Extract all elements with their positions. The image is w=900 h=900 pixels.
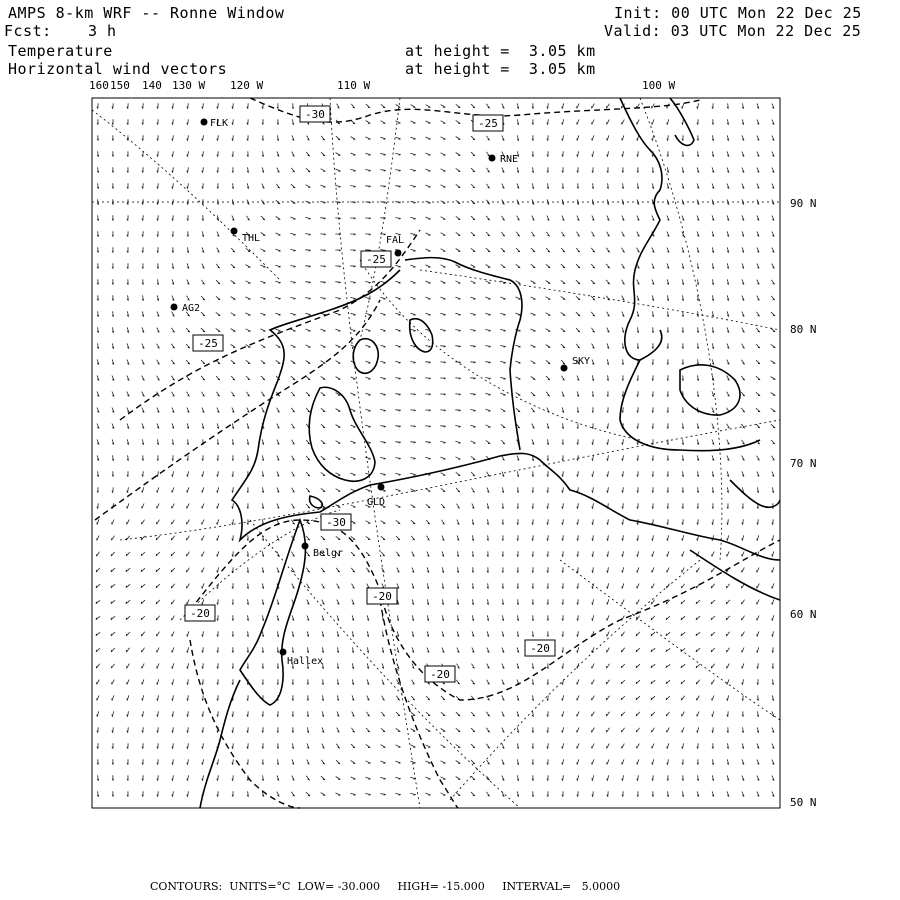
lon-label-160: 160 [89, 79, 109, 92]
station-marker-rne [489, 155, 496, 162]
contour-label: -30 [326, 516, 346, 529]
lon-label-120w: 120 W [230, 79, 264, 92]
lat-label-90n: 90 N [790, 197, 817, 210]
station-label-gld: GLD [367, 497, 386, 508]
contour-label: -20 [372, 590, 392, 603]
station-marker-belgr [302, 543, 309, 550]
lat-label-50n: 50 N [790, 796, 817, 809]
station-layer [171, 118, 591, 667]
contour-label: -25 [366, 253, 386, 266]
station-marker-gld [378, 484, 385, 491]
forecast-label: Fcst: [4, 22, 52, 40]
lon-label-150: 150 [110, 79, 130, 92]
station-marker-ag2 [171, 304, 178, 311]
lat-label-60n: 60 N [790, 608, 817, 621]
contour-label: -25 [198, 337, 218, 350]
station-label-sky: SKY [572, 356, 591, 367]
lon-label-140: 140 [142, 79, 162, 92]
field-height-wind: at height = 3.05 km [405, 60, 596, 78]
temperature-contours [95, 98, 780, 808]
station-label-ag2: AG2 [182, 303, 201, 314]
station-label-thl: THL [242, 233, 261, 244]
lon-label-100w: 100 W [642, 79, 676, 92]
station-label-rne: RNE [500, 154, 519, 165]
station-marker-sky [561, 365, 568, 372]
field-name-wind: Horizontal wind vectors [8, 60, 228, 78]
contour-legend: CONTOURS: UNITS=°C LOW= -30.000 HIGH= -15.000 INTERVAL= 5.0000 [150, 880, 621, 893]
coastline [200, 98, 780, 808]
station-marker-hallex [280, 649, 287, 656]
lat-label-70n: 70 N [790, 457, 817, 470]
lon-label-130w: 130 W [172, 79, 206, 92]
contour-label: -20 [430, 668, 450, 681]
station-marker-thl [231, 228, 238, 235]
station-label-fal: FAL [386, 235, 405, 246]
field-height-temperature: at height = 3.05 km [405, 42, 596, 60]
contour-label: -30 [305, 108, 325, 121]
station-marker-fal [395, 250, 402, 257]
graticule [92, 98, 780, 808]
station-marker-flk [201, 119, 208, 126]
field-name-temperature: Temperature [8, 42, 113, 60]
station-label-hallex: Hallex [287, 656, 324, 667]
station-label-belgr: Belgr [313, 548, 344, 559]
map-frame [92, 98, 780, 808]
contour-label: -20 [190, 607, 210, 620]
contour-label: -25 [478, 117, 498, 130]
lat-label-80n: 80 N [790, 323, 817, 336]
forecast-value: 3 h [88, 22, 117, 40]
contour-label: -20 [530, 642, 550, 655]
contour-label-layer [185, 106, 555, 682]
valid-time: Valid: 03 UTC Mon 22 Dec 25 [604, 22, 862, 40]
station-label-flk: FLK [210, 118, 229, 129]
lon-label-110w: 110 W [337, 79, 371, 92]
map-title: AMPS 8-km WRF -- Ronne Window [8, 4, 285, 22]
init-time: Init: 00 UTC Mon 22 Dec 25 [614, 4, 862, 22]
